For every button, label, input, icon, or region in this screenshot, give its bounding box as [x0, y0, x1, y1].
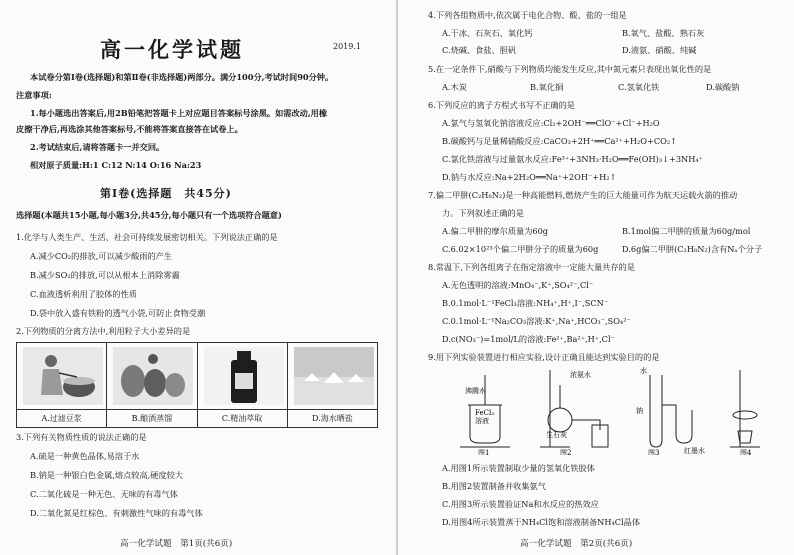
option-line: A.偏二甲肼的摩尔质量为60g: [442, 226, 549, 236]
question-line: 1.化学与人类生产、生活、社会可持续发展密切相关。下列说法正确的是: [16, 232, 278, 242]
option-line: D.6g偏二甲肼(C₂H₈N₂)含有Nₐ个分子: [622, 244, 763, 254]
intro-line: 2.考试结束后,请将答题卡一并交回。: [30, 142, 165, 152]
option-line: C.氢氧化铁: [618, 82, 660, 92]
intro-line: 1.每小题选出答案后,用2B铅笔把答题卡上对应题目答案标号涂黑。如需改动,用橡: [30, 108, 328, 118]
question-line: 4.下列各组物质中,依次属于电化合物、酸、盐的一组是: [428, 10, 627, 20]
fig-label-water: 水: [640, 367, 647, 375]
separation-image-table: [16, 342, 378, 428]
question-line: 6.下列反应的离子方程式书写不正确的是: [428, 100, 575, 110]
question-line: 9.用下列实验装置进行相应实验,设计正确且能达到实验目的的是: [428, 352, 660, 362]
option-line: A.减少CO₂的排放,可以减少酸雨的产生: [30, 251, 173, 261]
caption-b: B.酿酒蒸馏: [107, 409, 196, 424]
exam-date: 2019.1: [333, 42, 361, 51]
fig-label-solution: 溶液: [475, 417, 489, 425]
option-line: B.钠是一种银白色金属,熔点较高,硬度较大: [30, 470, 184, 480]
image-cell-a: [17, 343, 107, 427]
option-line: C.氯化铁溶液与过量氨水反应:Fe³⁺+3NH₃·H₂O══Fe(OH)₃↓+3NH₄⁺: [442, 154, 703, 164]
page-footer: 高一化学试题 第2页(共6页): [520, 539, 633, 549]
caption-a: A.过滤豆浆: [17, 409, 106, 424]
fig-label-quicklime: 生石灰: [546, 431, 567, 439]
fig-label-sodium: 钠: [636, 407, 643, 415]
option-line: A.干冰、石灰石、氧化钙: [442, 28, 533, 38]
caption-d: D.海水晒盐: [288, 409, 377, 424]
image-cell-b: [107, 343, 197, 427]
option-line: B.碳酸钙与足量稀硝酸反应:CaCO₃+2H⁺══Ca²⁺+H₂O+CO₂↑: [442, 136, 677, 146]
option-line: A.硫是一种黄色晶体,易溶于水: [30, 451, 140, 461]
option-line: A.氯气与氢氧化钠溶液反应:Cl₂+2OH⁻══ClO⁻+Cl⁻+H₂O: [442, 118, 660, 128]
option-line: B.1mol偏二甲肼的质量为60g/mol: [622, 226, 751, 236]
option-line: C.6.02×10²³个偏二甲肼分子的质量为60g: [442, 244, 599, 254]
section-heading: 第Ⅰ卷(选择题 共45分): [100, 187, 232, 200]
page-1: [0, 0, 395, 555]
option-line: A.木炭: [442, 82, 467, 92]
caption-c: C.精油萃取: [198, 409, 287, 424]
option-line: D.袋中放入盛有铁粉的透气小袋,可防止食物受潮: [30, 308, 206, 318]
exam-title: 高一化学试题: [100, 37, 244, 62]
option-line: D.用图4所示装置蒸干NH₄Cl饱和溶液制备NH₄Cl晶体: [442, 517, 641, 527]
fig-label-red-ink: 红墨水: [684, 447, 705, 455]
option-line: D.二氧化氮是红棕色、有刺激性气味的有毒气体: [30, 508, 203, 518]
page-footer: 高一化学试题 第1页(共6页): [120, 539, 233, 549]
intro-line: 皮擦干净后,再选涂其他答案标号,不能将答案直接答在试卷上。: [16, 124, 243, 134]
option-line: D.钠与水反应:Na+2H₂O══Na⁺+2OH⁻+H₂↑: [442, 172, 617, 182]
intro-line: 注意事项:: [16, 90, 52, 100]
fig-label-fecl3: FeCl₃: [475, 409, 495, 417]
option-line: C.0.1mol·L⁻¹Na₂CO₃溶液:K⁺,Na⁺,HCO₃⁻,SO₄²⁻: [442, 316, 631, 326]
fig-label-2: 图2: [560, 449, 572, 455]
question-line: 8.常温下,下列各组离子在指定溶液中一定能大量共存的是: [428, 262, 635, 272]
intro-line: 本试卷分第Ⅰ卷(选择题)和第Ⅱ卷(非选择题)两部分。满分100分,考试时间90分钟。: [30, 72, 334, 82]
option-line: C.血液透析利用了胶体的性质: [30, 289, 137, 299]
fig-label-1: 图1: [478, 449, 490, 455]
option-line: C.二氧化硫是一种无色、无味的有毒气体: [30, 489, 178, 499]
wine-distill-picture: [113, 347, 193, 405]
question-line: 2.下列物质的分离方法中,利用粒子大小差异的是: [16, 326, 191, 336]
option-line: C.烧碱、食盐、胆矾: [442, 45, 517, 55]
fig-label-4: 图4: [740, 449, 752, 455]
fig-label-3: 图3: [648, 449, 660, 455]
option-line: B.减少SO₂的排放,可以从根本上消除雾霾: [30, 270, 180, 280]
essential-oil-bottle-picture: [204, 347, 284, 405]
fig-label-ammonia: 浓氨水: [570, 371, 591, 379]
option-line: A.无色透明的溶液:MnO₄⁻,K⁺,SO₄²⁻,Cl⁻: [442, 280, 594, 290]
option-line: B.氧气、盐酸、熟石灰: [622, 28, 705, 38]
apparatus-figures: [440, 365, 770, 455]
option-line: D.液氨、硝酸、纯碱: [622, 45, 697, 55]
option-line: B.0.1mol·L⁻¹FeCl₃溶液:NH₄⁺,H⁺,I⁻,SCN⁻: [442, 298, 609, 308]
option-line: C.用图3所示装置验证Na和水反应的热效应: [442, 499, 599, 509]
option-line: D.c(NO₃⁻)=1mol/L的溶液:Fe²⁺,Ba²⁺,H⁺,Cl⁻: [442, 334, 615, 344]
image-cell-d: [288, 343, 377, 427]
fig-label-boiling-water: 沸腾水: [465, 387, 486, 395]
option-line: B.用图2装置制备并收集氨气: [442, 481, 546, 491]
option-line: B.氧化铜: [530, 82, 564, 92]
image-cell-c: [198, 343, 288, 427]
question-line: 选择题(本题共15小题,每小题3分,共45分,每小题只有一个选项符合题意): [16, 210, 282, 220]
page-divider: [396, 0, 398, 555]
filter-soymilk-picture: [23, 347, 103, 405]
question-line: 7.偏二甲肼(C₂H₈N₂)是一种高能燃料,燃烧产生的巨大能量可作为航天运载火箭的推动: [428, 190, 738, 200]
question-line: 5.在一定条件下,硝酸与下列物质均能发生反应,其中氮元素只表现出氧化性的是: [428, 64, 712, 74]
question-line: 力。下列叙述正确的是: [442, 208, 524, 218]
option-line: A.用图1所示装置制取少量的氢氧化铁胶体: [442, 463, 595, 473]
question-line: 3.下列有关物质性质的说法正确的是: [16, 432, 147, 442]
option-line: D.碳酸钠: [706, 82, 740, 92]
intro-line: 相对原子质量:H:1 C:12 N:14 O:16 Na:23: [30, 160, 202, 170]
sea-salt-picture: [294, 347, 374, 405]
